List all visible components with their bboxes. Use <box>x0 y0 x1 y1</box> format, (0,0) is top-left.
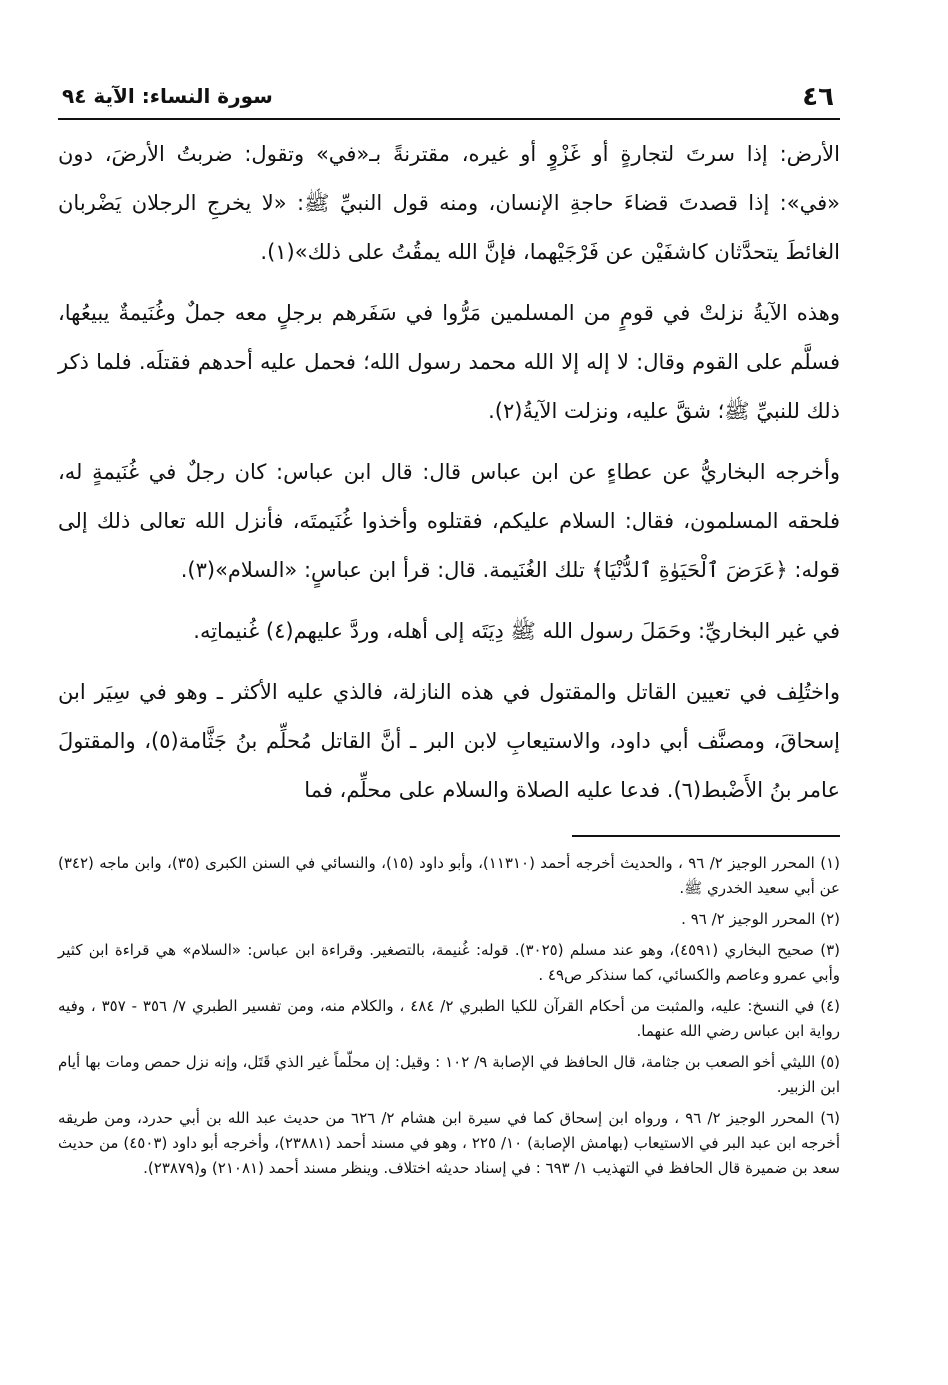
main-text <box>58 130 840 815</box>
footnote: (٥) الليثي أخو الصعب بن جثامة، قال الحافظ في الإصابة ٩/ ١٠٢ : وقيل: إن محلّماً غير الذي قَتَل، وإنه نزل حمص ومات بها أيام ابن الزبير. <box>58 1053 840 1096</box>
footnote: (٣) صحيح البخاري (٤٥٩١)، وهو عند مسلم (٣٠٢٥). قوله: غُنيمة، بالتصغير. وقراءة ابن عباس: «السلام» هي قراءة ابن كثير وأبي عمرو وعاصم والكسائي، كما سنذكر ص٤٩ . <box>58 941 840 984</box>
running-title: سورة النساء: الآية ٩٤ <box>62 84 273 108</box>
book-page <box>58 78 840 1187</box>
paragraph: وهذه الآيةُ نزلتْ في قومٍ من المسلمين مَرُّوا في سَفَرهم برجلٍ معه جملٌ وغُنَيمةٌ يبيعُها، فسلَّم على القوم وقال: لا إله إلا الله محمد رسول الله؛ فحمل عليه أحدهم فقتلَه. فلما ذكر ذلك للنبيِّ ﷺ؛ شقَّ عليه، ونزلت الآيةُ(٢). <box>58 301 840 423</box>
paragraph: واختُلِف في تعيين القاتل والمقتول في هذه النازلة، فالذي عليه الأكثر ـ وهو في سِيَر ابن إسحاقَ، ومصنَّف أبي داود، والاستيعابِ لابن البر ـ أنَّ القاتل مُحلِّم بنُ جَثَّامة(٥)، والمقتولَ عامر بنُ الأَضْبط(٦). فدعا عليه الصلاة والسلام على محلِّم، فما <box>58 680 841 802</box>
footnote: (١) المحرر الوجيز ٢/ ٩٦ ، والحديث أخرجه أحمد (١١٣١٠)، وأبو داود (١٥)، والنسائي في السنن الكبرى (٣٥)، وابن ماجه (٣٤٢) عن أبي سعيد الخدري ﷺ. <box>58 854 840 897</box>
paragraph: وأخرجه البخاريُّ عن عطاءٍ عن ابن عباس قال: قال ابن عباس: كان رجلٌ في غُنَيمةٍ له، فلحقه المسلمون، فقال: السلام عليكم، فقتلوه وأخذوا غُنَيمتَه، فأنزل الله تعالى ذلك إلى قوله: ﴿عَرَضَ ٱلْحَيَوٰةِ ٱلدُّنْيَا﴾ تلك الغُنَيمة. قال: قرأ ابن عباسٍ: «السلام»(٣). <box>58 460 840 582</box>
footnote: (٦) المحرر الوجيز ٢/ ٩٦ ، ورواه ابن إسحاق كما في سيرة ابن هشام ٢/ ٦٢٦ من حديث عبد الله بن أبي حدرد، ومن طريقه أخرجه ابن عبد البر في الاستيعاب (بهامش الإصابة) ١٠/ ٢٢٥ ، وهو في مسند أحمد (٢٣٨٨١)، وأخرجه أبو داود (٤٥٠٣) من حديث سعد بن ضميرة قال الحافظ في التهذيب ١/ ٦٩٣ : في إسناد حديثه اختلاف. وينظر مسند أحمد (٢١٠٨١) و(٢٣٨٧٩). <box>58 1109 840 1177</box>
footnote: (٤) في النسخ: عليه، والمثبت من أحكام القرآن للكيا الطبري ٢/ ٤٨٤ ، والكلام منه، ومن تفسير الطبري ٧/ ٣٥٦ - ٣٥٧ ، وفيه رواية ابن عباس رضي الله عنهما. <box>58 997 840 1040</box>
paragraph: الأرض: إذا سرتَ لتجارةٍ أو غَزْوٍ أو غيره، مقترنةً بـ«في» وتقول: ضربتُ الأرضَ، دون «في»: إذا قصدتَ قضاءَ حاجةِ الإنسان، ومنه قول النبيِّ ﷺ: «لا يخرجِ الرجلان يَضْربان الغائطَ يتحدَّثان كاشفَيْن عن فَرْجَيْهما، فإنَّ الله يمقُتُ على ذلك»(١). <box>58 142 840 264</box>
footnotes <box>58 851 840 1181</box>
paragraph: في غير البخاريِّ: وحَمَلَ رسول الله ﷺ دِيَتَه إلى أهله، وردَّ عليهم(٤) غُنيماتِه. <box>193 619 840 643</box>
footnote: (٢) المحرر الوجيز ٢/ ٩٦ . <box>681 910 840 928</box>
page-number: ٤٦ <box>802 82 834 112</box>
page-header <box>58 78 840 120</box>
footnote-separator <box>572 835 840 837</box>
